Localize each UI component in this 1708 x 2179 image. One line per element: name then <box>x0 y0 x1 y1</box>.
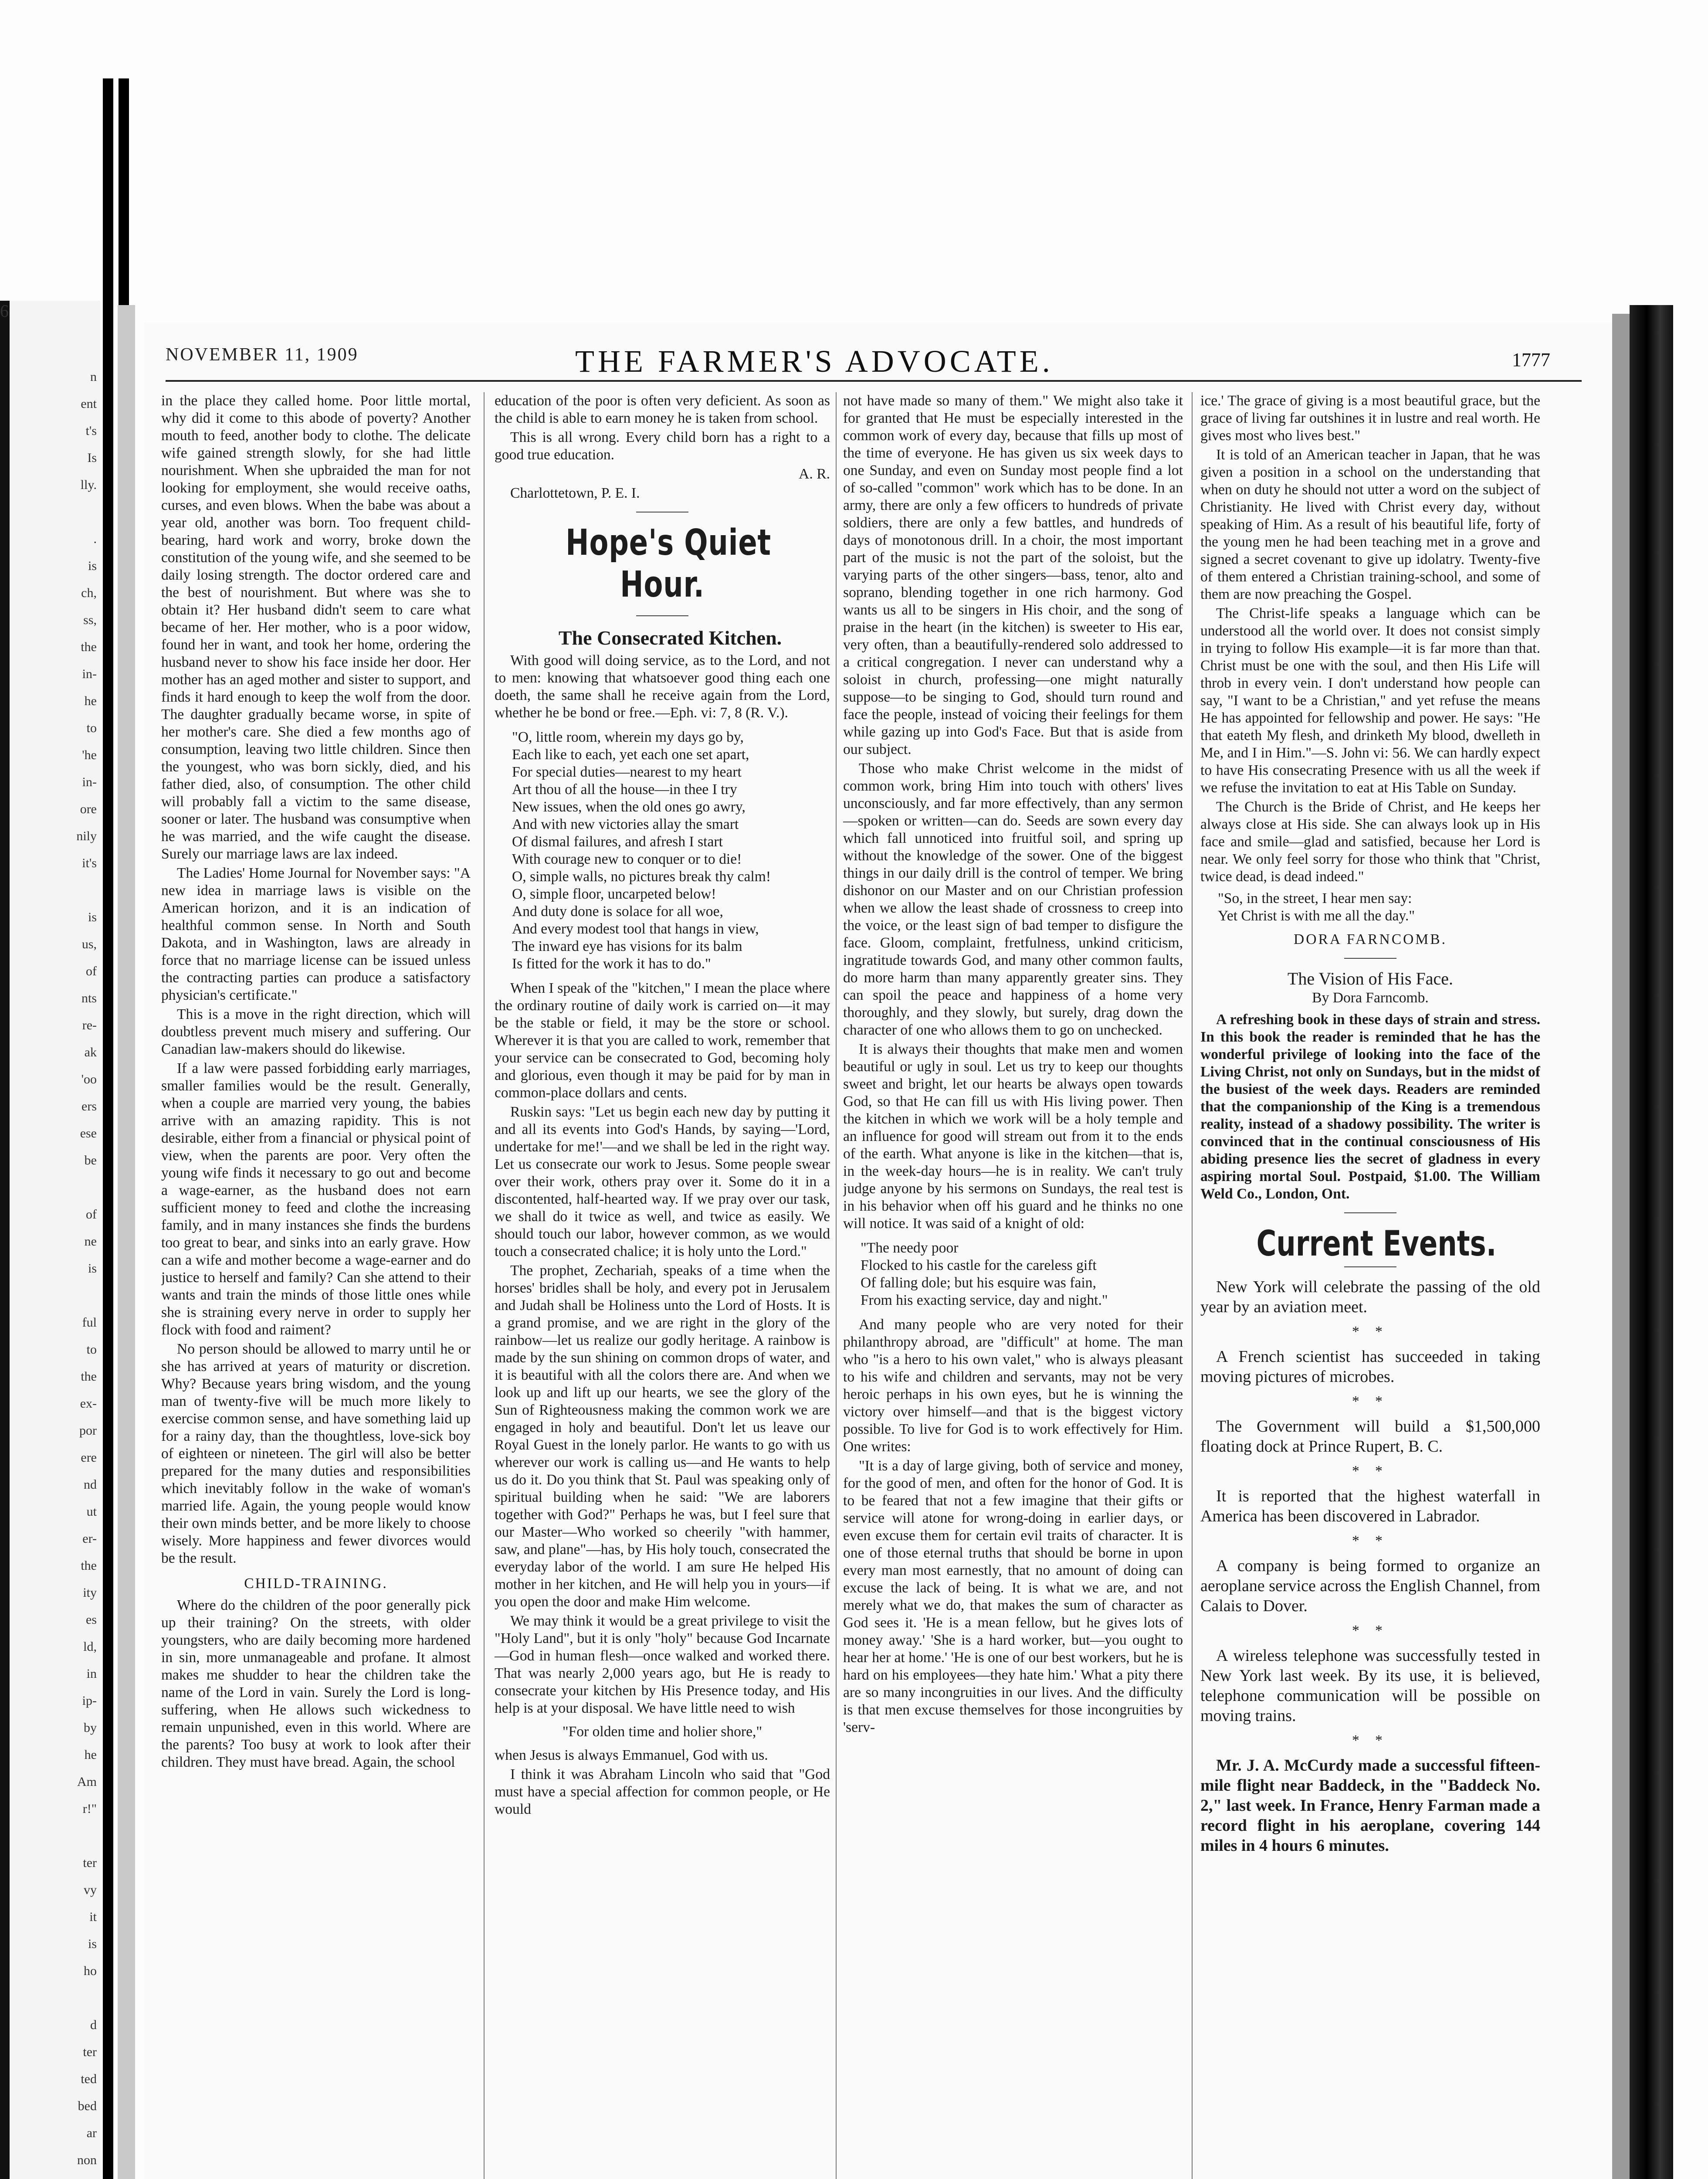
col4-paragraph: ice.' The grace of giving is a most beautiful grace, but the grace of living far outshines it in lustre and real worth. He gives most who lives best." <box>1200 393 1540 444</box>
event-separator: * * <box>1352 1324 1389 1340</box>
col2-paragraph: This is all wrong. Every child born has a right to a good true education. <box>495 429 830 463</box>
current-events-title: Current Events. <box>1256 1223 1497 1264</box>
previous-page-edge <box>0 301 100 2179</box>
header-rule <box>166 380 1582 382</box>
event-separator: * * <box>1352 1533 1389 1549</box>
masthead-title: THE FARMER'S ADVOCATE. <box>575 344 1054 379</box>
epigraph: With good will doing service, as to the Lord, and not to men: knowing that whatsoever good thing each one doeth, the same shall he receive again from the Lord, whether he be bond or free.—Eph. vi: 7, 8 (R. V.). <box>495 652 830 721</box>
column-3 <box>843 392 1183 2179</box>
previous-page-number: 6 <box>0 301 9 321</box>
section-divider <box>1344 1266 1396 1267</box>
col3-paragraph: "It is a day of large giving, both of service and money, for the good of men, and often for the honor of God. It is to be feared that not a few imagine that their gifts or service will atone for wrong-doing in earlier days, or even excuse them for certain evil traits of character. It is one of those eternal truths that should be borne in upon every man most earnestly, that no amount of doing can excuse the lack of being. It is what we are, and not merely what we do, that makes the sum of character as God sees it. 'He is a mean fellow, but he gives lots of money away.' 'She is a hard worker, but—you ought to hear her at home.' 'He is one of our best workers, but he is hard on his employees—they hate him.' What a pity there are so many incongruities in our lives. And the difficulty is that men excuse themselves for those incongruities by 'serv- <box>843 1458 1183 1735</box>
section-divider <box>636 615 688 616</box>
event-separator: * * <box>1352 1393 1389 1409</box>
col2-paragraph: When I speak of the "kitchen," I mean the place where the ordinary routine of daily work is carried on—it may be the stable or field, it may be the store or school. Wherever it is that you are called to work, remember that your service can be consecrated to God, becoming holy and glorious, even though it may be paid for by man in common-place dollars and cents. <box>495 980 830 1101</box>
binding-bar-left <box>103 78 113 2179</box>
col2-paragraph: I think it was Abraham Lincoln who said that "God must have a special affection for common people, or He would <box>495 1766 830 1817</box>
column-4 <box>1200 392 1540 2179</box>
event-separator: * * <box>1352 1622 1389 1639</box>
col1-paragraph: Where do the children of the poor generally pick up their training? On the streets, with older youngsters, who are daily becoming more hardened in sin, more unmanageable and profane. It almost makes me shudder to hear the children take the name of the Lord in vain. Surely the Lord is long-suffering, when He allows such wickedness to remain unpunished, even in this world. Where are the parents? Too busy at work to look after their children. They must have bread. Again, the school <box>161 1597 471 1770</box>
column-1 <box>161 392 471 2179</box>
col3-paragraph: not have made so many of them." We might also take it for granted that He must be especially interested in the common work of every day, because that fills up most of the time of everyone. He has given us six week days to one Sunday, and even on Sunday most people find a lot of so-called "common" work which has to be done. In an army, there are only a few officers to hundreds of private soldiers, there are only a few battles, and hundreds of days of monotonous drill. In a choir, the most important part of the music is not the part of the soloist, but the varying parts of the other singers—bass, tenor, alto and soprano, blending together in one rich harmony. God wants us all to be singers in His choir, and the song of praise in the heart (in the kitchen) is sweeter to His ear, very often, than a beautifully-rendered solo addressed to a critical congregation. I never can understand why a soloist in church, professing—one might naturally suppose—to be singing to God, should turn round and face the people, instead of voicing their feelings for them while gazing up into God's Face. But that is aside from our subject. <box>843 393 1183 757</box>
header-date: NOVEMBER 11, 1909 <box>166 345 359 365</box>
event-separator: * * <box>1352 1463 1389 1479</box>
column-rule-2 <box>836 392 837 2179</box>
col2-paragraph: The prophet, Zechariah, speaks of a time when the horses' bridles shall be holy, and every pot in Jerusalem and Judah shall be Holiness unto the Lord of Hosts. It is a grand promise, and we are right in the glory of the rainbow—let us realize our godly heritage. A rainbow is made by the sun shining on common drops of water, and it is beautiful with all the colors there are. And when we look up and lift up our hearts, we see the glory of the Sun of Righteousness making the common work we are engaged in holy and beautiful. Don't let us leave our Royal Guest in the lonely parlor. He wants to go with us wherever our work is calling us—and He wants to help us do it. Do you think that St. Paul was speaking only of spiritual building when he said: "We are laborers together with God?" Perhaps he was, but I feel sure that our Master—Who worked so cheerily "with hammer, saw, and plane"—has, by His holy touch, consecrated the everyday labor of the world. I am sure He helped His mother in her kitchen, and He will help you in yours—if you open the door and make Him welcome. <box>495 1263 830 1610</box>
kitchen-poem: "O, little room, wherein my days go by, Each like to each, yet each one set apart, For special duties—nearest to my heart Art thou of all the house—in thee I try New issues, when the old ones go awry, And with new victories allay the smart Of dismal failures, and afresh I start With courage new to conquer or to die! O, simple walls, no pictures break thy calm! O, simple floor, uncarpeted below! And duty done is solace for all woe, And every modest tool that hangs in view, The inward eye has visions for its balm Is fitted for the work it has to do." <box>512 729 771 972</box>
event-item: It is reported that the highest waterfall in America has been discovered in Labrador. <box>1200 1487 1540 1525</box>
event-item: A French scientist has succeeded in taking moving pictures of microbes. <box>1200 1347 1540 1386</box>
col4-paragraph: The Christ-life speaks a language which can be understood all the world over. It does not consist simply in trying to follow His example—it is far more than that. Christ must be one with the soul, and then His Life will throb in every vein. I don't understand how people can say, "I want to be a Christian," and yet refuse the means He has appointed for fellowship and power. He says: "He that eateth My flesh, and drinketh My blood, dwelleth in Me, and I in Him."—S. John vi: 56. We can hardly expect to have His consecrating Presence with us all the week if we refuse the invitation to eat at His Table on Sunday. <box>1200 605 1540 796</box>
page-number: 1777 <box>1512 349 1550 370</box>
column-2 <box>495 392 830 2179</box>
col2-paragraph: We may think it would be a great privilege to visit the "Holy Land", but it is only "holy" because God Incarnate—God in human flesh—once walked and worked there. That was nearly 2,000 years ago, but He is ready to consecrate your kitchen by His Presence today, and His help is at your disposal. We have little need to wish <box>495 1613 830 1716</box>
book-edge-shadow <box>1630 305 1673 2179</box>
col2-paragraph: Ruskin says: "Let us begin each new day by putting it and all its events into God's Hands, by saying—'Lord, undertake for me!'—and we shall be led in the right way. Let us consecrate our work to Jesus. Some people swear over their work, others pray over it. Some do it in a discontented, half-hearted way. If we pray over our task, we shall do it twice as well, and twice as easily. We should touch our labor, however common, as we would touch a consecrated chalice; it is holy unto the Lord." <box>495 1104 830 1259</box>
vision-byline: By Dora Farncomb. <box>1312 990 1429 1006</box>
event-item: The Government will build a $1,500,000 floating dock at Prince Rupert, B. C. <box>1200 1417 1540 1456</box>
col1-paragraph: No person should be allowed to marry until he or she has arrived at years of maturity or discretion. Why? Because years bring wisdom, and the young man of twenty-five will be much more likely to exercise common sense, and have something laid up for a rainy day, than the thoughtless, love-sick boy of eighteen or nineteen. The girl will also be better prepared for the many duties and responsibilities which inevitably follow in the wake of woman's married life. Again, the young people would know their own minds better, and be more likely to choose wisely. More happiness and fewer divorces would be the result. <box>161 1341 471 1566</box>
col3-paragraph: And many people who are very noted for their philanthropy abroad, are "difficult" at home. The man who "is a hero to his own valet," who is always pleasant to his wife and children and servants, may not be very heroic perhaps in his own eyes, but he is winning the victory over himself—and that is the biggest victory possible. To live for God is to work effectively for Him. One writes: <box>843 1317 1183 1455</box>
hopes-quiet-hour-title: Hope's Quiet Hour. <box>566 522 771 605</box>
event-item: Mr. J. A. McCurdy made a successful fifteen-mile flight near Baddeck, in the "Baddeck No. 2," last week. In France, Henry Farman made a record flight in his aeroplane, covering 144 miles in 4 hours 6 minutes. <box>1200 1756 1540 1855</box>
column-rule-3 <box>1192 392 1193 2179</box>
col3-paragraph: Those who make Christ welcome in the midst of common work, bring Him into touch with others' lives unconsciously, and far more effectively, than any sermon—spoken or written—can do. Seeds are sown every day which fall unnoticed into fruitful soil, and spring up without the knowledge of the sower. One of the biggest things in our daily drill is the control of temper. We bring dishonor on our Master and on our Christian profession when we allow the least shade of crossness to creep into the voice, or the least sign of bad temper to disfigure the face. Gloom, complaint, fretfulness, unkind criticism, ingratitude towards God, and many other common faults, do more harm than many apparently greater sins. They can spoil the peace and happiness of a home very thoroughly, and they slowly, but surely, drag down the character of one who allows them to go on unchecked. <box>843 760 1183 1038</box>
col1-paragraph: The Ladies' Home Journal for November says: "A new idea in marriage laws is visible on the American horizon, and it is an indication of healthful common sense. In North and South Dakota, and in Washington, laws are already in force that no marriage license can be issued unless the contracting parties can produce a satisfactory physician's certificate." <box>161 865 471 1003</box>
child-training-heading: CHILD-TRAINING. <box>244 1575 388 1592</box>
vision-title: The Vision of His Face. <box>1287 969 1454 988</box>
quoted-line: "For olden time and holier shore," <box>562 1724 762 1740</box>
col1-paragraph: in the place they called home. Poor little mortal, why did it come to this abode of poverty? Another mouth to feed, another body to clothe. The delicate wife gained strength slowly, for she had little nourishment. When she upbraided the man for not looking for employment, she would receive oaths, curses, and even blows. When the babe was about a year old, another was born. Too frequent child-bearing, hard work and worry, broke down the constitution of the young wife, and she seemed to be daily losing strength. The doctor ordered care and the best of nourishment. But where was she to obtain it? Her husband didn't seem to care what became of her. Her mother, who is a poor widow, found her in want, and took her home, ordering the husband never to show his face inside her door. Her mother has an aged mother and sister to support, and finds it hard enough to keep the wolf from the door. The daughter gradually became worse, in spite of her mother's care. She died a few months ago of consumption, leaving two little children. Since then the youngest, who was born sickly, died, and his father died, also, of consumption. The other child will probably fall a victim to the same disease, sooner or later. The husband was consumptive when he was married, and the wife caught the disease. Surely our marriage laws are lax indeed. <box>161 393 471 862</box>
col2-paragraph: education of the poor is often very deficient. As soon as the child is able to earn money he is taken from school. <box>495 393 830 426</box>
section-divider <box>1344 958 1396 959</box>
knight-quote: "The needy poor Flocked to his castle for the careless gift Of falling dole; but his esquire was fain, From his exacting service, day and night." <box>861 1240 1108 1308</box>
letter-initials: A. R. <box>799 466 830 482</box>
event-item: New York will celebrate the passing of the old year by an aviation meet. <box>1200 1278 1540 1316</box>
col4-paragraph: The Church is the Bride of Christ, and He keeps her always close at His side. She can always look up in His face and smile—glad and satisfied, because her Lord is near. We only feel sorry for those who think that "Christ, twice dead, is dead indeed." <box>1200 799 1540 885</box>
closing-couplet: "So, in the street, I hear men say: Yet Christ is with me all the day." <box>1218 890 1415 924</box>
consecrated-kitchen-title: The Consecrated Kitchen. <box>558 627 782 649</box>
section-divider <box>636 512 688 513</box>
gutter-shade <box>118 305 135 2179</box>
col4-paragraph: It is told of an American teacher in Japan, that he was given a position in a school on the understanding that when on duty he should not utter a word on the subject of Christianity. He lived with Christ every day, without speaking of Him. As a result of his beautiful life, forty of the young men he had been teaching met in a grove and signed a secret covenant to give up idolatry. Twenty-five of them entered a Christian training-school, and some of them are now preaching the Gospel. <box>1200 447 1540 602</box>
event-separator: * * <box>1352 1732 1389 1748</box>
event-item: A company is being formed to organize an aeroplane service across the English Channel, from Calais to Dover. <box>1200 1557 1540 1615</box>
col1-paragraph: This is a move in the right direction, which will doubtless prevent much misery and suffering. Our Canadian law-makers should do likewise. <box>161 1006 471 1057</box>
page-edge-stack <box>1612 314 1630 2179</box>
section-divider <box>1344 1212 1396 1213</box>
col2-paragraph: when Jesus is always Emmanuel, God with us. <box>495 1747 768 1763</box>
author-signature: DORA FARNCOMB. <box>1293 931 1447 947</box>
letter-place: Charlottetown, P. E. I. <box>510 485 640 501</box>
col1-paragraph: If a law were passed forbidding early marriages, smaller families would be the result. Generally, when a couple are married very young, the babies arrive with an amazing rapidity. This is not desirable, either from a financial or physical point of view, when the parents are poor. Very often the young wife finds it necessary to go out and become a wage-earner, as the husband does not earn sufficient money to feed and clothe the increasing family, and in many instances she finds the burdens too great to bear, and sinks into an early grave. How can a wife and mother become a wage-earner and do justice to herself and family? Can she attend to their wants and train the minds of those little ones while she is straining every nerve in order to supply her flock with food and raiment? <box>161 1060 471 1338</box>
previous-page-text-fragments: n ent t's Is lly. . is ch, ss, the in- he to 'he in- ore nily it's is us, of nts re- ak 'oo ers ese be of ne is ful to the ex- por ere nd ut er- the ity es ld, in ip- by he Am r!" ter vy it is ho d ter ted bed ar non <box>76 370 97 2167</box>
col3-paragraph: It is always their thoughts that make men and women beautiful or ugly in soul. Let us try to keep our thoughts sweet and bright, let our hearts be always open towards God, so that He can fill us with His living power. Then the kitchen in which we work will be a holy temple and an influence for good will stream out from it to the ends of the earth. What anyone is like in the kitchen—that is, in the week-day hours—he is in reality. We can't truly judge anyone by his sermons on Sundays, the real test is in his behavior when off his guard and he thinks no one will notice. It was said of a knight of old: <box>843 1041 1183 1232</box>
column-rule-1 <box>484 392 485 2179</box>
event-item: A wireless telephone was successfully tested in New York last week. By its use, it is believed, telephone communication will be possible on moving trains. <box>1200 1646 1540 1725</box>
vision-notice: A refreshing book in these days of strain and stress. In this book the reader is reminded that he has the wonderful privilege of looking into the face of the Living Christ, not only on Sundays, but in the midst of the busiest of the week days. Readers are reminded that the companionship of the King is a tremendous reality, instead of a shadowy possibility. The writer is convinced that in the continual consciousness of His abiding presence lies the secret of gladness in every aspiring mortal Soul. Postpaid, $1.00. The William Weld Co., London, Ont. <box>1200 1011 1540 1202</box>
